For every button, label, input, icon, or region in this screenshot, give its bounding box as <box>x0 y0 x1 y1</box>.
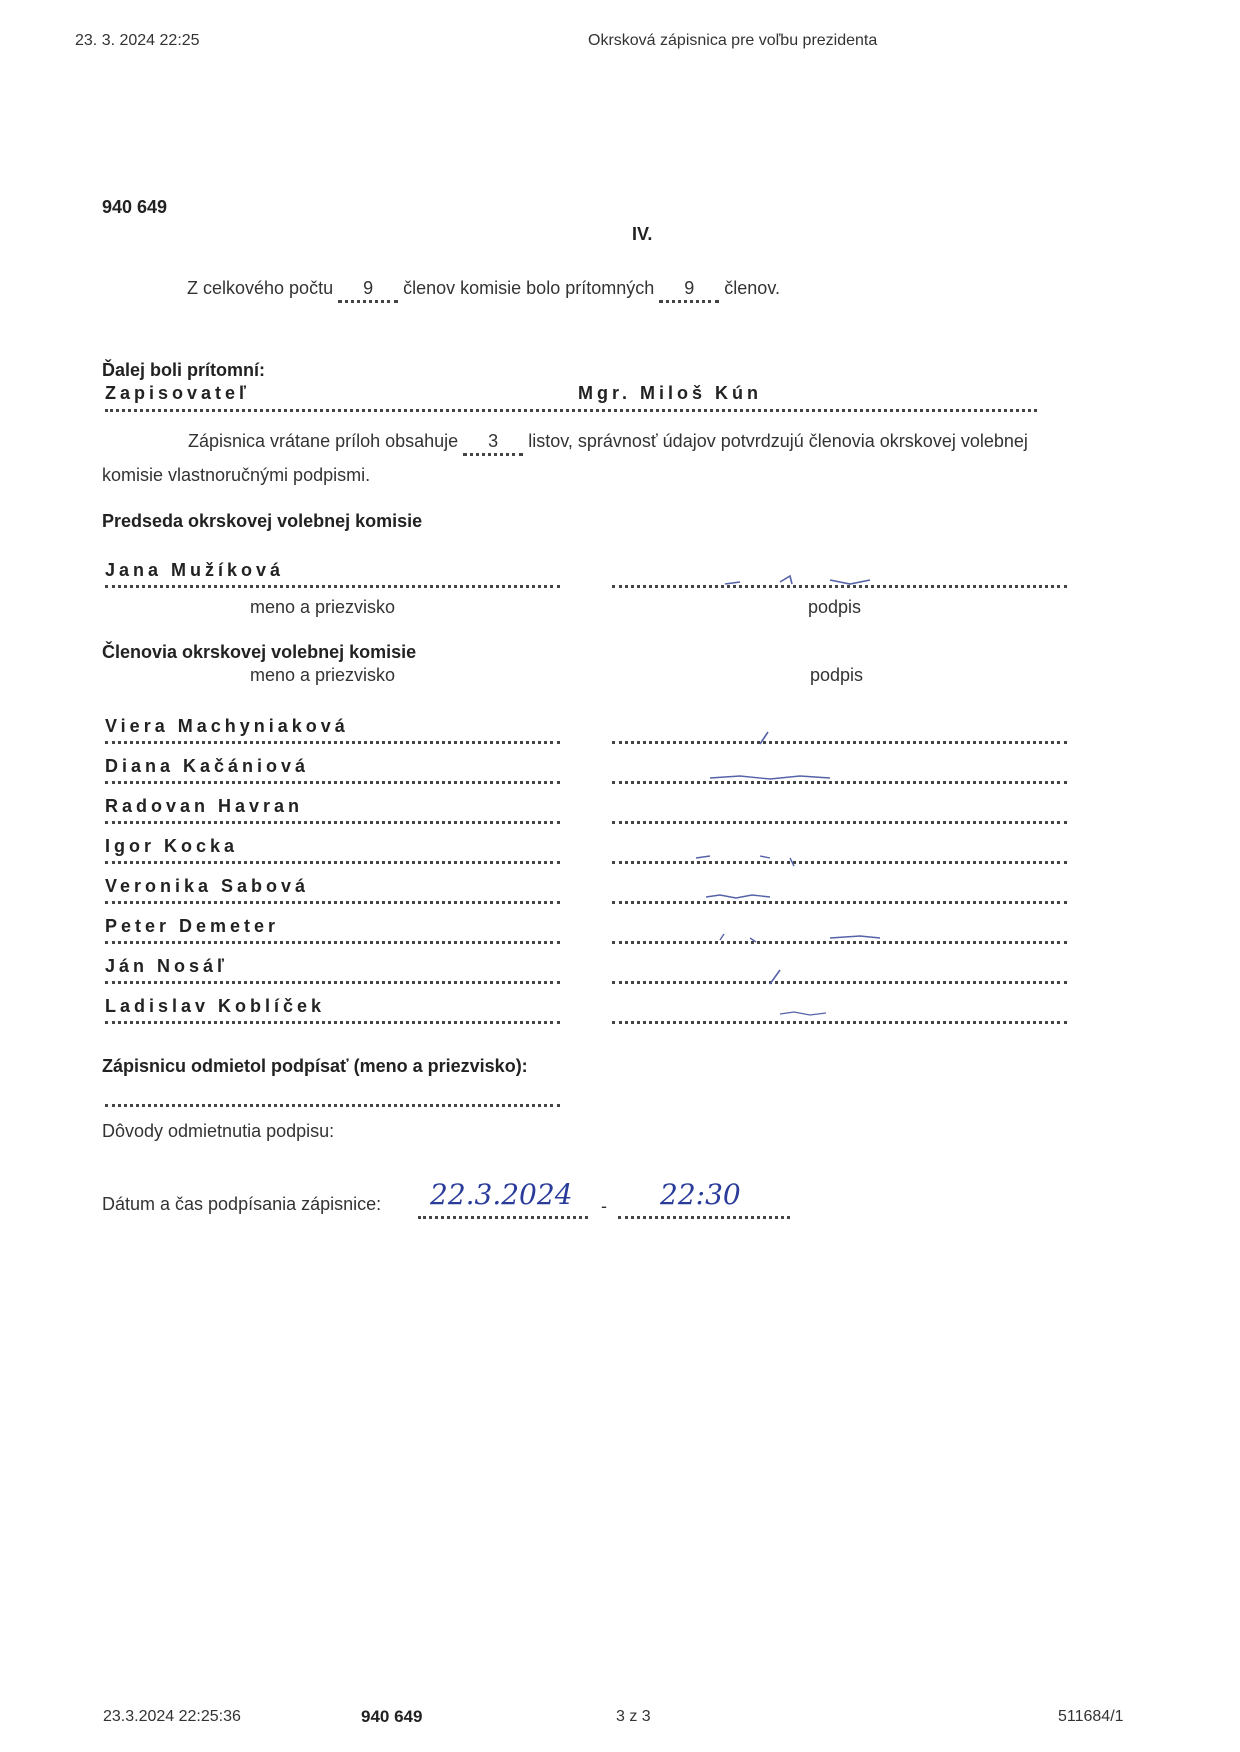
signing-label: Dátum a čas podpísania zápisnice: <box>102 1194 382 1214</box>
header-datetime: 23. 3. 2024 22:25 <box>75 32 200 49</box>
recorder-dotted-line <box>105 405 1037 412</box>
member-name-line <box>105 937 560 944</box>
member-signature-line <box>612 737 1067 744</box>
sheets-count: 3 <box>463 431 523 452</box>
attendance-suffix: členov. <box>724 278 780 298</box>
member-signature-scribble <box>700 888 800 904</box>
footer-code: 940 649 <box>361 1707 423 1726</box>
district-code: 940 649 <box>102 197 168 217</box>
sheets-line <box>188 431 1028 452</box>
member-name: Ján Nosáľ <box>105 956 228 976</box>
footer-timestamp: 23.3.2024 22:25:36 <box>103 1708 241 1725</box>
members-signature-label: podpis <box>810 665 864 685</box>
member-signature-scribble <box>710 926 890 948</box>
member-signature-line <box>612 977 1067 984</box>
member-signature-scribble <box>690 846 830 870</box>
member-name: Diana Kačániová <box>105 756 310 776</box>
member-name-line <box>105 1017 560 1024</box>
member-name: Veronika Sabová <box>105 876 310 896</box>
chair-signature-scribble <box>720 570 900 590</box>
attendance-present: 9 <box>659 278 719 299</box>
member-name: Ladislav Koblíček <box>105 996 326 1016</box>
member-name-line <box>105 777 560 784</box>
chair-heading: Predseda okrskovej volebnej komisie <box>102 511 423 531</box>
member-signature-line <box>612 817 1067 824</box>
chair-signature-label: podpis <box>808 597 862 617</box>
member-signature-line <box>612 857 1067 864</box>
member-name-line <box>105 737 560 744</box>
chair-name: Jana Mužíková <box>105 560 285 580</box>
sheets-suffix: listov, správnosť údajov potvrdzujú členovia okrskovej volebnej <box>528 431 1028 451</box>
members-heading: Členovia okrskovej volebnej komisie <box>102 642 417 662</box>
chair-name-line <box>105 581 560 588</box>
member-name: Peter Demeter <box>105 916 280 936</box>
member-signature-line <box>612 897 1067 904</box>
sheets-prefix: Zápisnica vrátane príloh obsahuje <box>188 431 459 451</box>
header-title: Okrsková zápisnica pre voľbu prezidenta <box>588 32 878 49</box>
member-signature-scribble <box>700 768 860 786</box>
refusal-heading: Zápisnicu odmietol podpísať (meno a priezvisko): <box>102 1056 528 1076</box>
refusal-name-line <box>105 1100 560 1107</box>
signing-date-line <box>418 1212 588 1219</box>
member-signature-scribble <box>770 1006 870 1022</box>
others-present-heading: Ďalej boli prítomní: <box>102 360 266 380</box>
footer-id: 511684/1 <box>1058 1708 1124 1725</box>
member-name-line <box>105 977 560 984</box>
signing-date: 22.3.2024 <box>430 1178 573 1211</box>
member-name-line <box>105 897 560 904</box>
section-number: IV. <box>632 224 653 244</box>
recorder-name: Mgr. Miloš Kún <box>578 383 762 403</box>
footer-page: 3 z 3 <box>616 1708 651 1725</box>
sheets-line2: komisie vlastnoručnými podpismi. <box>102 465 371 485</box>
member-name: Viera Machyniaková <box>105 716 349 736</box>
attendance-prefix: Z celkového počtu <box>187 278 334 298</box>
member-signature-scribble <box>720 726 800 748</box>
member-name-line <box>105 857 560 864</box>
refusal-reasons-label: Dôvody odmietnutia podpisu: <box>102 1121 335 1141</box>
chair-name-label: meno a priezvisko <box>250 597 396 617</box>
signing-time-line <box>618 1212 790 1219</box>
signing-time: 22:30 <box>660 1178 741 1211</box>
member-signature-scribble <box>740 964 820 988</box>
attendance-total: 9 <box>338 278 398 299</box>
member-name: Radovan Havran <box>105 796 304 816</box>
recorder-role: Zapisovateľ <box>105 383 250 403</box>
member-name-line <box>105 817 560 824</box>
member-name: Igor Kocka <box>105 836 239 856</box>
signing-separator: - <box>601 1196 607 1216</box>
attendance-line <box>187 278 780 299</box>
attendance-middle: členov komisie bolo prítomných <box>403 278 655 298</box>
members-name-label: meno a priezvisko <box>250 665 396 685</box>
